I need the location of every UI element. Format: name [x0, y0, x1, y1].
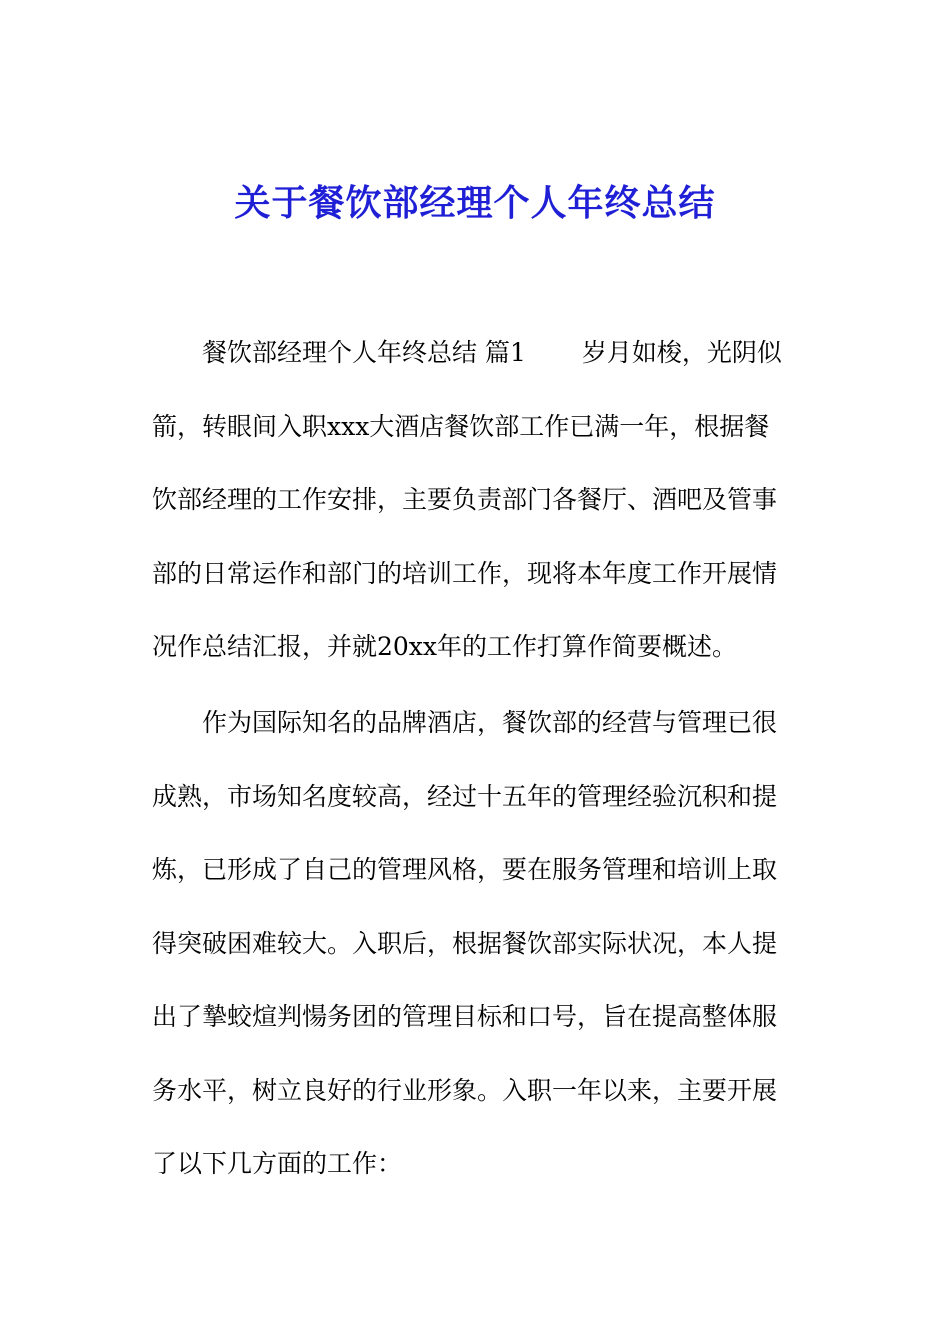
- paragraph-1: [152, 316, 802, 684]
- paragraph-line: 了以下几方面的工作：: [152, 1149, 403, 1178]
- paragraph-line: 出了摯蛟煊判愓务团的管理目标和口号，旨在提高整体服: [152, 1002, 778, 1031]
- paragraph-text: 岁月如梭，光阴似: [581, 338, 782, 367]
- paragraph-line: 箭，转眼间入职xxx大酒店餐饮部工作已满一年，根据餐: [152, 411, 770, 441]
- paragraph-line: 务水平，树立良好的行业形象。入职一年以来，主要开展: [152, 1075, 778, 1105]
- paragraph-line: 饮部经理的工作安排，主要负责部门各餐厅、酒吧及管事: [152, 485, 778, 514]
- paragraph-line: 得突破困难较大。入职后，根据餐饮部实际状况，本人提: [152, 928, 778, 958]
- paragraph-line: 成熟，市场知名度较高，经过十五年的管理经验沉积和提: [152, 781, 778, 811]
- paragraph-line: 部的日常运作和部门的培训工作，现将本年度工作开展情: [152, 558, 778, 588]
- paragraph-line: 况作总结汇报，并就20xx年的工作打算作简要概述。: [152, 632, 738, 661]
- section-heading: 餐饮部经理个人年终总结 篇1: [202, 338, 526, 367]
- document-title: 关于餐饮部经理个人年终总结: [234, 183, 716, 224]
- paragraph-line: 作为国际知名的品牌酒店，餐饮部的经营与管理已很: [202, 708, 778, 737]
- paragraph-2: [152, 686, 802, 1201]
- paragraph-line: 炼，已形成了自己的管理风格，要在服务管理和培训上取: [152, 855, 778, 884]
- paragraph-line: [152, 316, 802, 390]
